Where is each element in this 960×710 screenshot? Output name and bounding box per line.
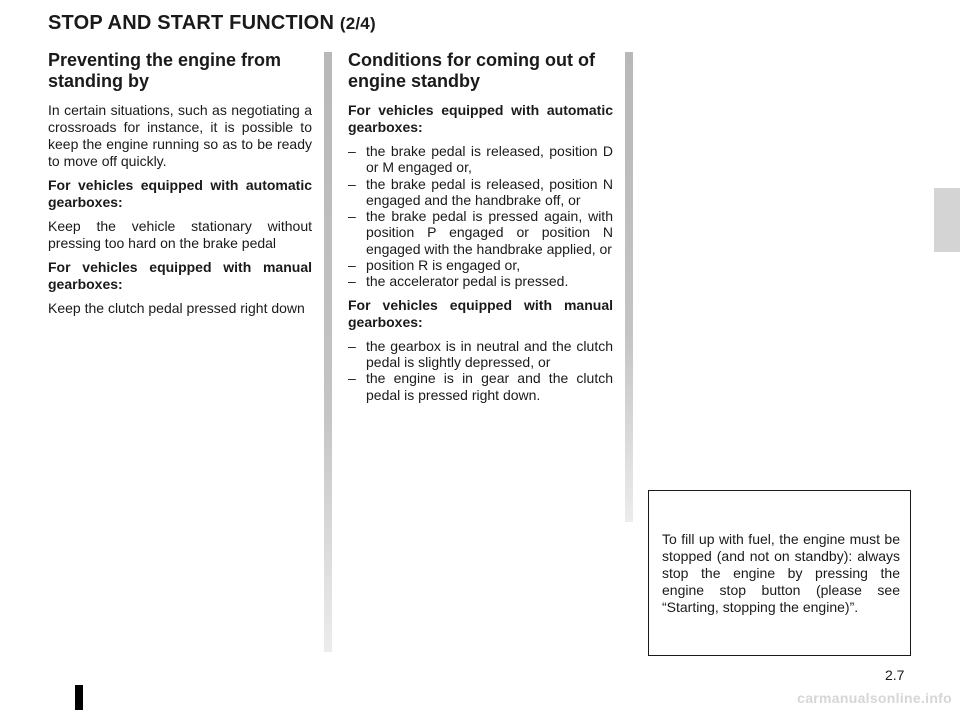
manual-gearbox-label: For vehicles equipped with manual gearboxes: (348, 296, 613, 330)
list-item: – the gearbox is in neutral and the clutch pedal is slightly depressed, or (348, 338, 613, 371)
automatic-gearbox-label: For vehicles equipped with automatic gearboxes: (348, 102, 613, 135)
list-item: – the brake pedal is released, position N engaged and the handbrake off, or (348, 176, 613, 209)
crop-mark (75, 685, 83, 710)
section-heading: Conditions for coming out of engine standby (348, 50, 595, 91)
watermark: carmanualsonline.info (797, 690, 952, 706)
title-text: STOP AND START FUNCTION (48, 12, 335, 34)
manual-gearbox-text: Keep the clutch pedal pressed right down (48, 300, 305, 316)
automatic-conditions-list (348, 143, 613, 290)
automatic-gearbox-text: Keep the vehicle stationary without pressing too hard on the brake pedal (48, 218, 312, 251)
list-item: – the engine is in gear and the clutch pedal is pressed right down. (348, 370, 613, 403)
note-text: To fill up with fuel, the engine must be stopped (and not on standby): always stop the engine by pressing the engine stop button (please see “Starting, stopping the engine)”. (662, 531, 900, 615)
section-leaving-standby (348, 50, 613, 410)
list-item: – the accelerator pedal is pressed. (348, 273, 613, 289)
intro-paragraph: In certain situations, such as negotiating a crossroads for instance, it is possible to keep the engine running so as to be ready to move off quickly. (48, 102, 312, 169)
list-item: – position R is engaged or, (348, 257, 613, 273)
manual-conditions-list (348, 338, 613, 403)
list-item: – the brake pedal is released, position D or M engaged or, (348, 143, 613, 176)
page-number: 2.7 (885, 667, 905, 683)
section-heading: Preventing the engine from standing by (48, 50, 282, 91)
page-title (48, 12, 376, 35)
chapter-tab-marker (934, 188, 960, 252)
section-preventing-standby (48, 50, 312, 324)
refuelling-note-box (648, 490, 911, 656)
automatic-gearbox-label: For vehicles equipped with automatic gearboxes: (48, 177, 312, 210)
manual-gearbox-label: For vehicles equipped with manual gearboxes: (48, 259, 312, 292)
column-divider-left (324, 52, 332, 652)
list-item: – the brake pedal is pressed again, with position P engaged or position N engaged with the handbrake applied, or (348, 208, 613, 257)
column-divider-right (625, 52, 633, 522)
title-part-indicator: (2/4) (339, 14, 376, 33)
